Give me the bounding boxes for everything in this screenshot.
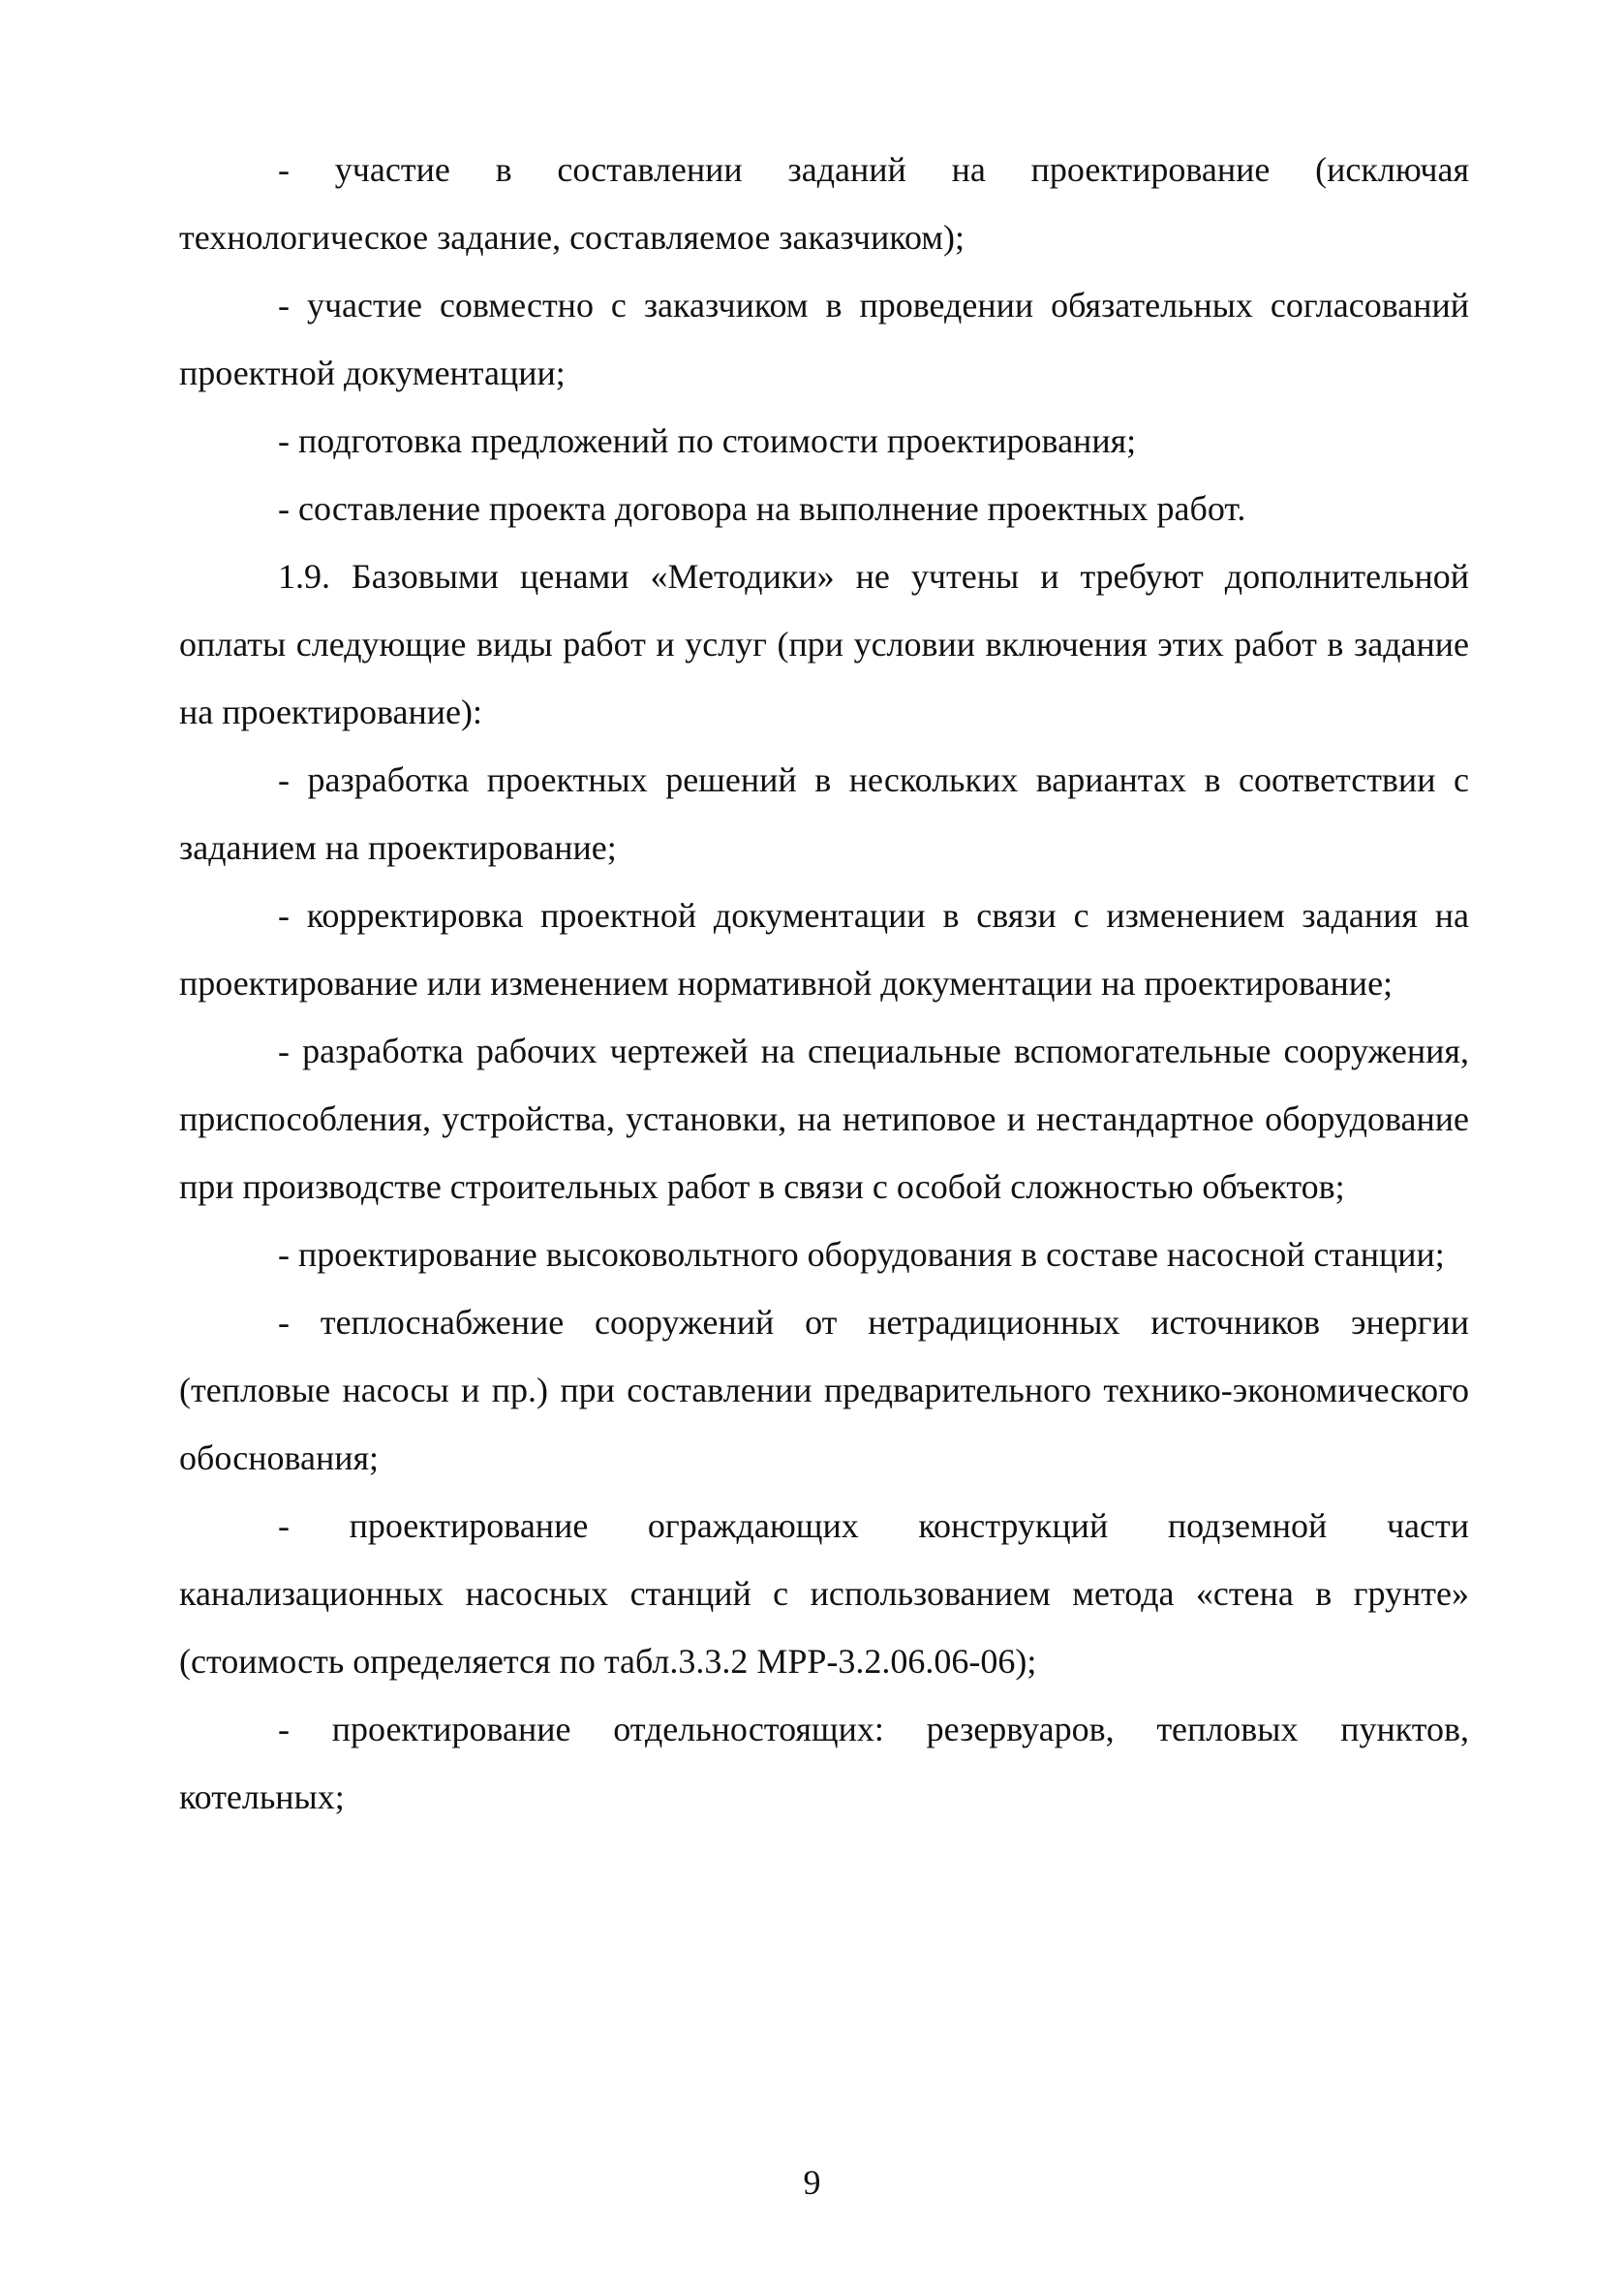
paragraph-high-voltage: - проектирование высоковольтного оборудования в составе насосной станции;	[278, 1235, 1445, 1274]
body-text	[179, 136, 1469, 1831]
paragraph-retaining-structures: - проектирование ограждающих конструкций подземной части канализационных насосных станций с использованием метода «стена в грунте» (стоимость определяется по табл.3.3.2 МРР-3.2.06.06-06);	[179, 1506, 1469, 1681]
paragraph-task-participation: - участие в составлении заданий на проектирование (исключая технологическое задание, составляемое заказчиком);	[179, 150, 1469, 257]
paragraph-contract-draft: - составление проекта договора на выполнение проектных работ.	[278, 489, 1246, 528]
paragraph-correction: - корректировка проектной документации в связи с изменением задания на проектирование или изменением нормативной документации на проектирование;	[179, 896, 1469, 1003]
page-number: 9	[803, 2163, 821, 2202]
paragraph-heat-supply: - теплоснабжение сооружений от нетрадиционных источников энергии (тепловые насосы и пр.) при составлении предварительного технико-экономического обоснования;	[179, 1303, 1469, 1477]
paragraph-variants: - разработка проектных решений в нескольких вариантах в соответствии с заданием на проектирование;	[179, 760, 1469, 867]
paragraph-standalone-design: - проектирование отдельностоящих: резервуаров, тепловых пунктов, котельных;	[179, 1710, 1469, 1816]
paragraph-working-drawings: - разработка рабочих чертежей на специальные вспомогательные сооружения, приспособления, устройства, установки, на нетиповое и нестандартное оборудование при производстве строительных работ в связи с особой сложностью объектов;	[179, 1032, 1469, 1206]
paragraph-section-1-9: 1.9. Базовыми ценами «Методики» не учтены и требуют дополнительной оплаты следующие виды работ и услуг (при условии включения этих работ в задание на проектирование):	[179, 557, 1469, 731]
paragraph-approvals: - участие совместно с заказчиком в проведении обязательных согласований проектной документации;	[179, 286, 1469, 392]
paragraph-cost-proposals: - подготовка предложений по стоимости проектирования;	[278, 421, 1137, 460]
